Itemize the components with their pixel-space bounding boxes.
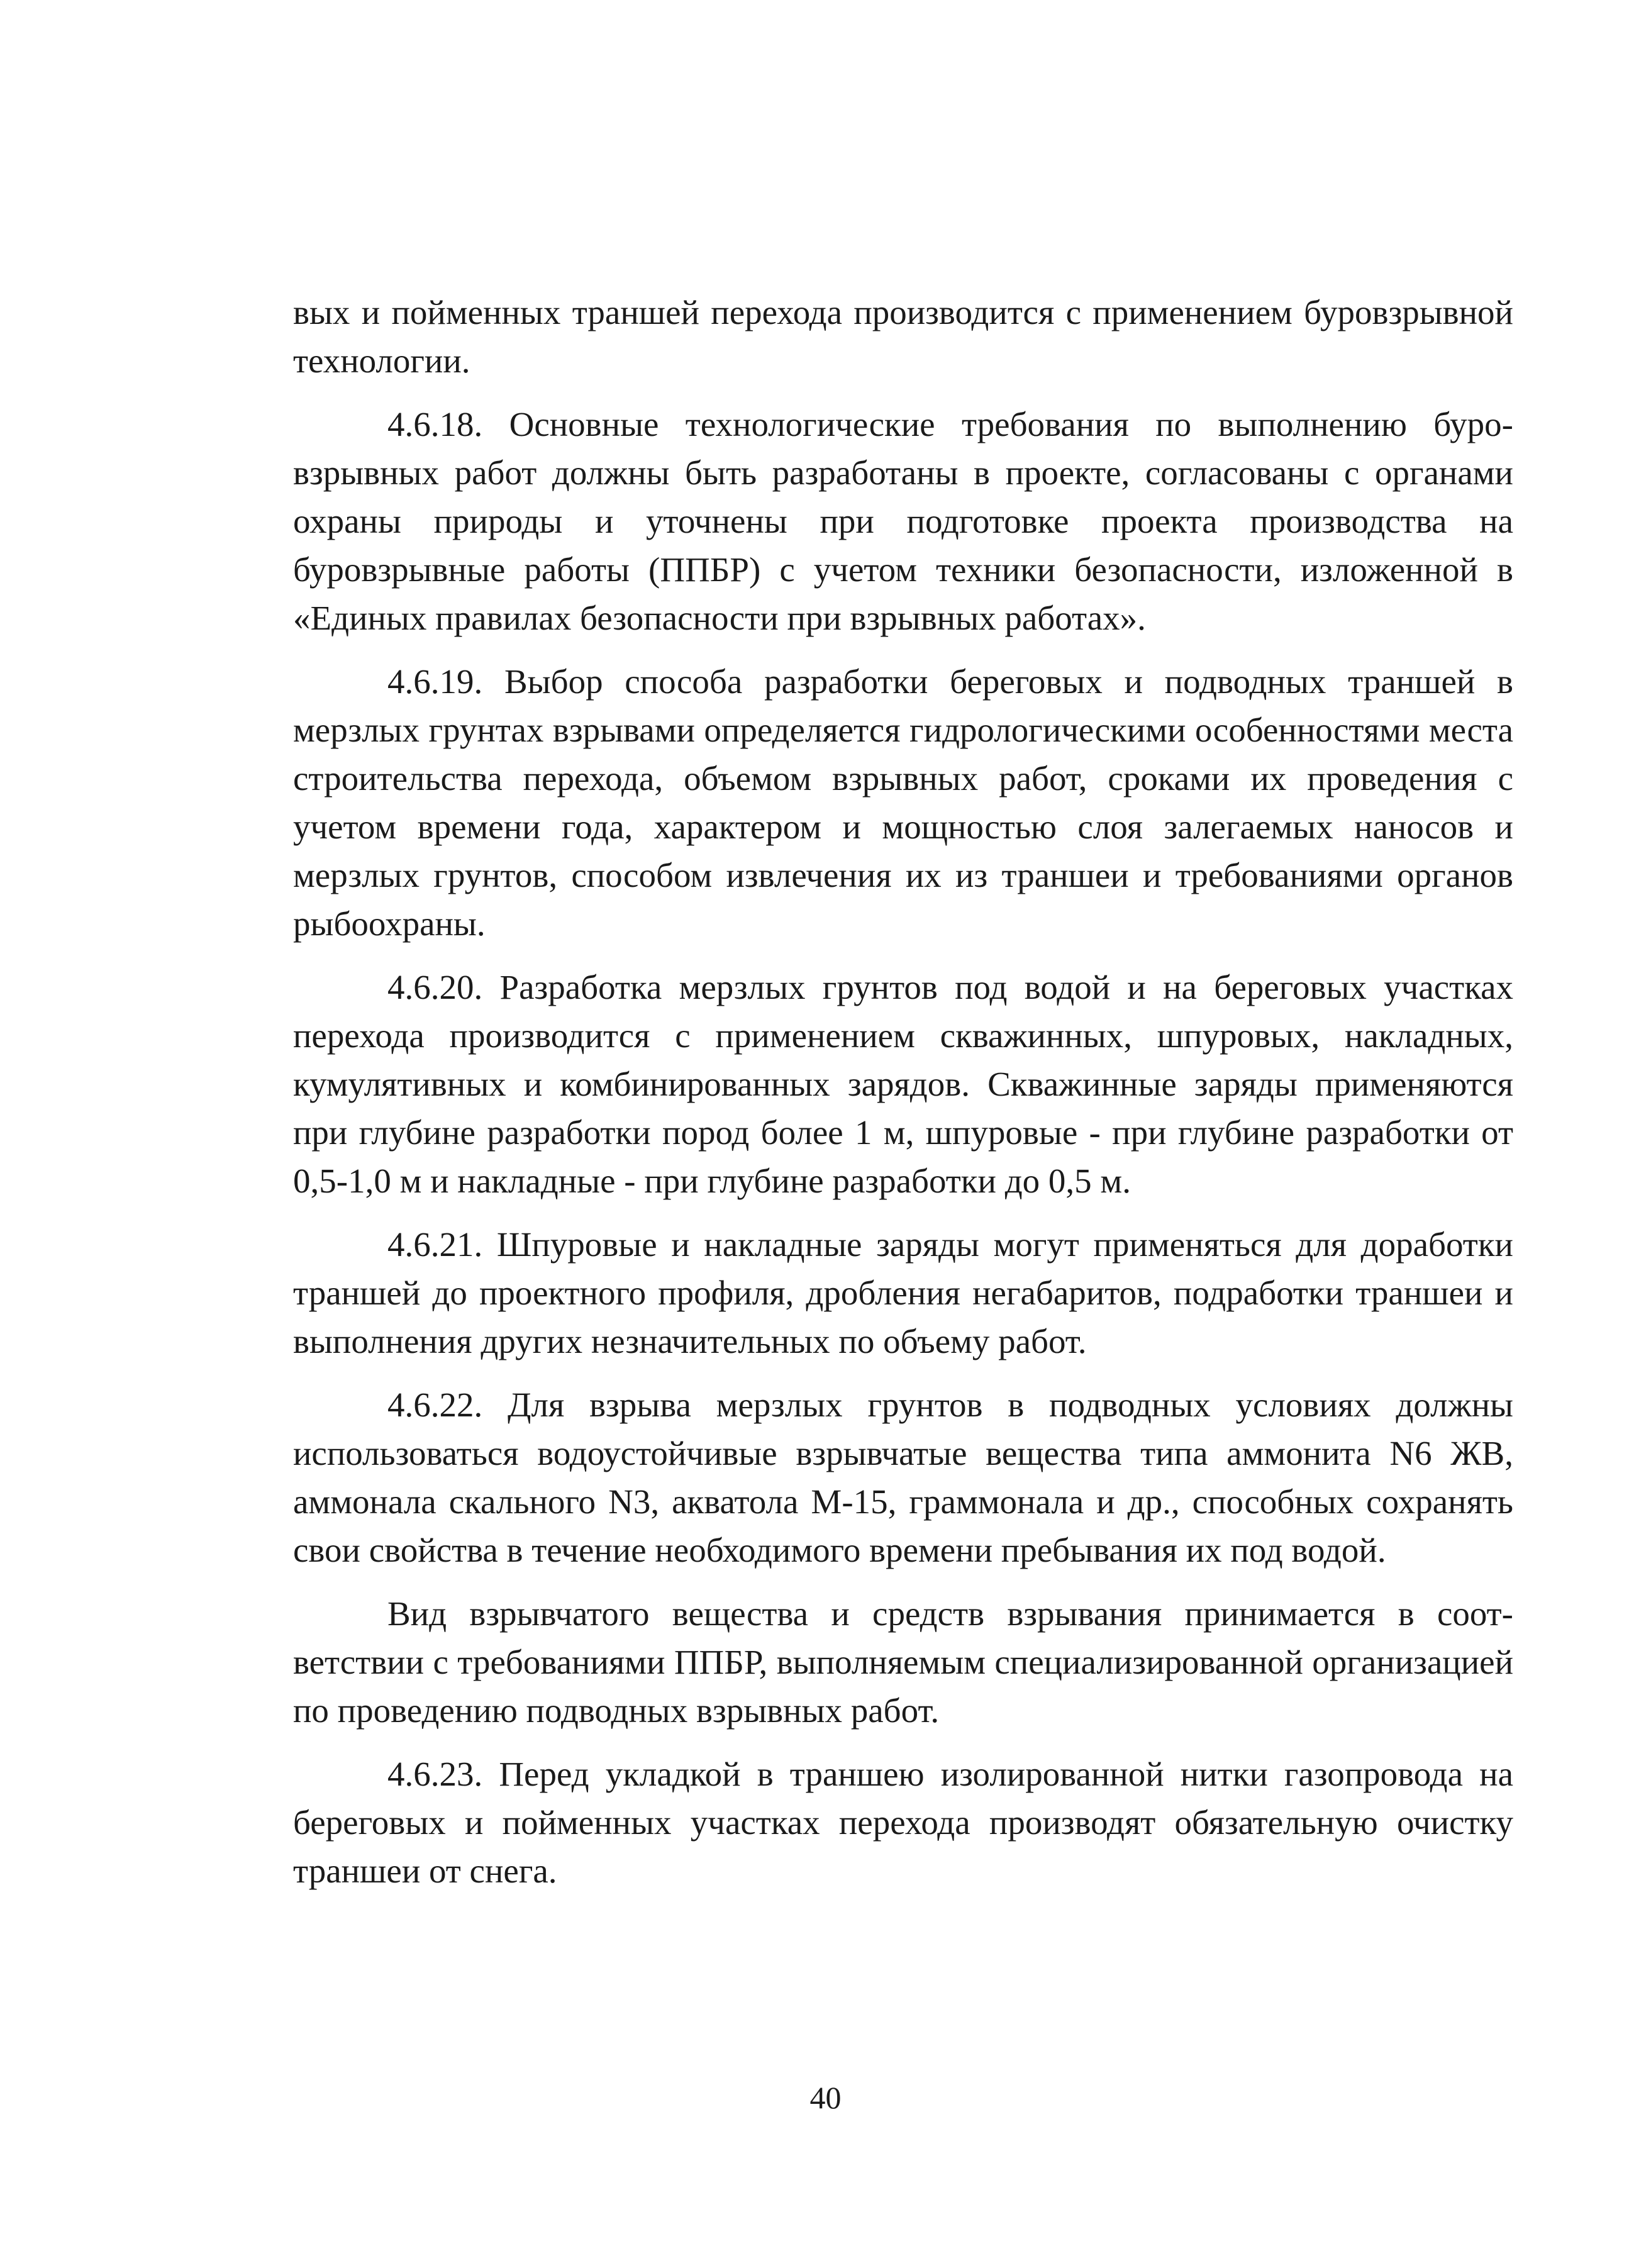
paragraph-4-6-19: 4.6.19. Выбор способа разработки береговых и подводных траншей в мерзлых грунтах взрывами определяется гидрологическими особенностями места строительства перехода, объемом взрывных работ, сроками их проведения с учетом времени года, характером и мощностью слоя залегаемых наносов и мерзлых грунтов, способом извлечения их из траншеи и требованиями органов рыбоохраны. — [293, 662, 1513, 943]
paragraph-4-6-23: 4.6.23. Перед укладкой в траншею изолированной нитки газопровода на береговых и пойменных участках перехода производят обязательную очистку траншеи от снега. — [293, 1755, 1513, 1890]
paragraph-4-6-22: 4.6.22. Для взрыва мерзлых грунтов в подводных условиях должны использоваться водоустойчивые взрывчатые вещества типа аммонита N6 ЖВ, аммонала скального N3, акватола М-15, граммонала и др., способных сохранять свои свойства в течение необходимого времени пребывания их под водой. — [293, 1386, 1513, 1569]
paragraph-4-6-21: 4.6.21. Шпуровые и накладные заряды могут применяться для доработки траншей до проектного профиля, дробления негабаритов, подработки траншеи и выполнения других незначительных по объему работ. — [293, 1225, 1513, 1360]
body-text — [293, 288, 1513, 1910]
paragraph-continuation: вых и пойменных траншей перехода производится с применением буровзрывной технологии. — [293, 293, 1513, 380]
paragraph-4-6-20: 4.6.20. Разработка мерзлых грунтов под водой и на береговых участках перехода производится с применением скважинных, шпуровых, накладных, кумулятивных и комбинированных зарядов. Скважинные заряды применяются при глубине разработки пород более 1 м, шпуровые - при глубине разработки от 0,5-1,0 м и накладные - при глубине разработки до 0,5 м. — [293, 968, 1513, 1200]
page-number: 40 — [809, 2080, 842, 2115]
paragraph-4-6-18: 4.6.18. Основные технологические требования по выполнению буровзрывных работ должны быть разработаны в проекте, согласованы с органами охраны природы и уточнены при подготовке проекта производства на буровзрывные работы (ППБР) с учетом техники безопасности, изложенной в «Единых правилах безопасности при взрывных работах». — [293, 405, 1513, 637]
paragraph-explosive-type: Вид взрывчатого вещества и средств взрывания принимается в соответствии с требованиями ППБР, выполняемым специализированной организацией по проведению подводных взрывных работ. — [293, 1594, 1513, 1730]
